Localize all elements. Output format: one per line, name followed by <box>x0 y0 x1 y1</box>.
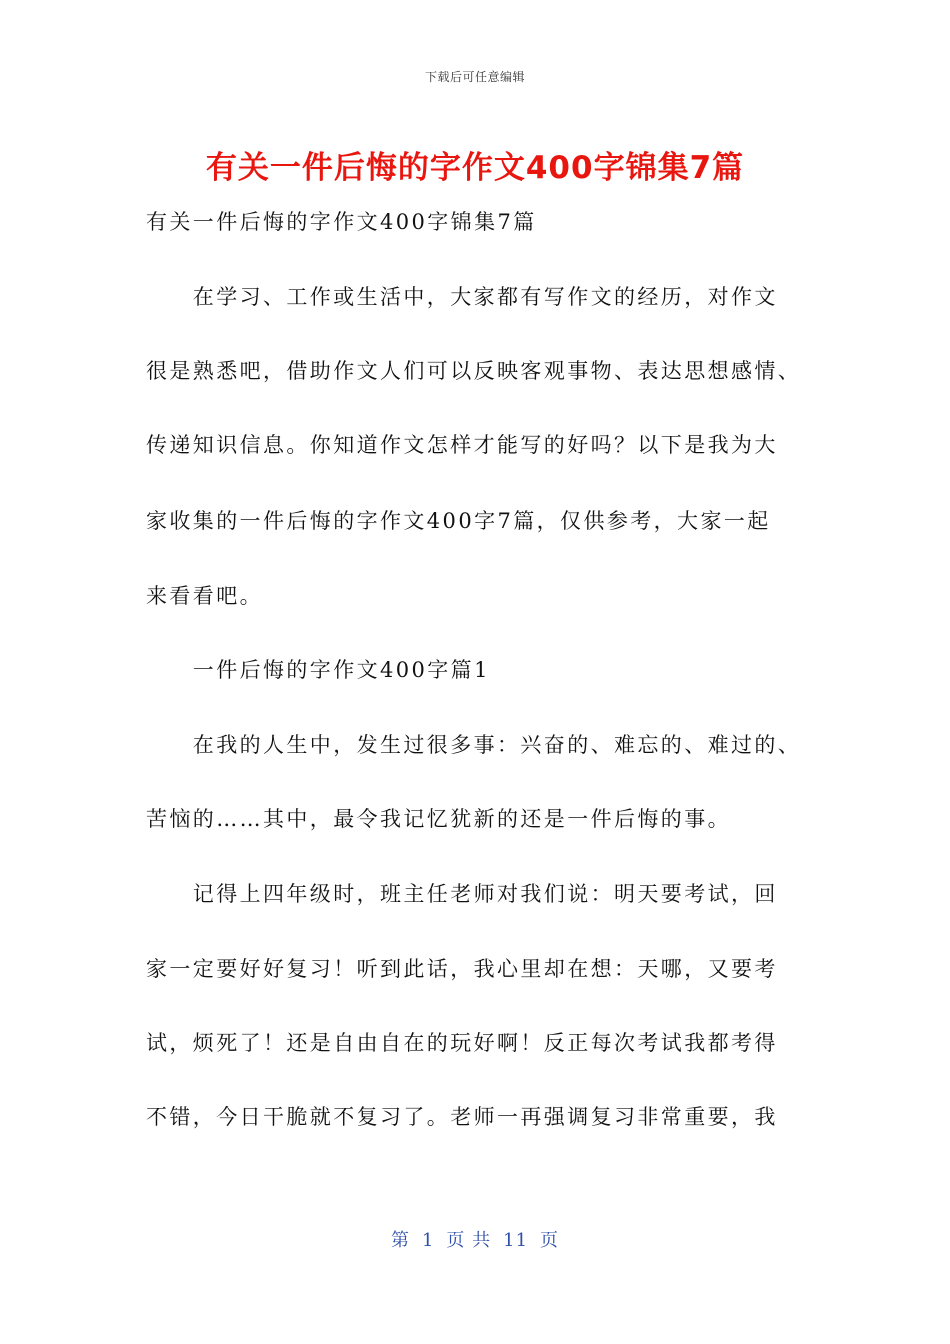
body-line: 家收集的一件后悔的字作文400字7篇，仅供参考，大家一起 <box>146 509 771 533</box>
body-line: 传递知识信息。你知道作文怎样才能写的好吗？以下是我为大 <box>146 433 778 457</box>
body-line: 苦恼的……其中，最令我记忆犹新的还是一件后悔的事。 <box>146 807 731 831</box>
body-line: 在我的人生中，发生过很多事：兴奋的、难忘的、难过的、 <box>146 733 802 757</box>
page-footer <box>0 1226 950 1252</box>
body-line: 有关一件后悔的字作文400字锦集7篇 <box>146 210 537 234</box>
body-line: 不错，今日干脆就不复习了。老师一再强调复习非常重要，我 <box>146 1105 778 1129</box>
document-title: 有关一件后悔的字作文400字锦集7篇 <box>205 150 745 186</box>
footer-page-number: 1 <box>421 1230 435 1251</box>
section-heading: 一件后悔的字作文400字篇1 <box>146 658 490 682</box>
body-line: 来看看吧。 <box>146 584 263 608</box>
body-line: 很是熟悉吧，借助作文人们可以反映客观事物、表达思想感情、 <box>146 359 802 383</box>
body-line: 试，烦死了！还是自由自在的玩好啊！反正每次考试我都考得 <box>146 1031 778 1055</box>
body-line: 家一定要好好复习！听到此话，我心里却在想：天哪，又要考 <box>146 957 778 981</box>
footer-total-pages: 11 <box>503 1230 529 1251</box>
body-line: 在学习、工作或生活中，大家都有写作文的经历，对作文 <box>146 285 778 309</box>
header-note: 下载后可任意编辑 <box>424 70 525 84</box>
body-line: 记得上四年级时，班主任老师对我们说：明天要考试，回 <box>146 882 778 906</box>
footer-prefix: 第 <box>390 1230 410 1251</box>
footer-middle: 页 共 <box>446 1230 492 1251</box>
footer-suffix: 页 <box>540 1230 560 1251</box>
